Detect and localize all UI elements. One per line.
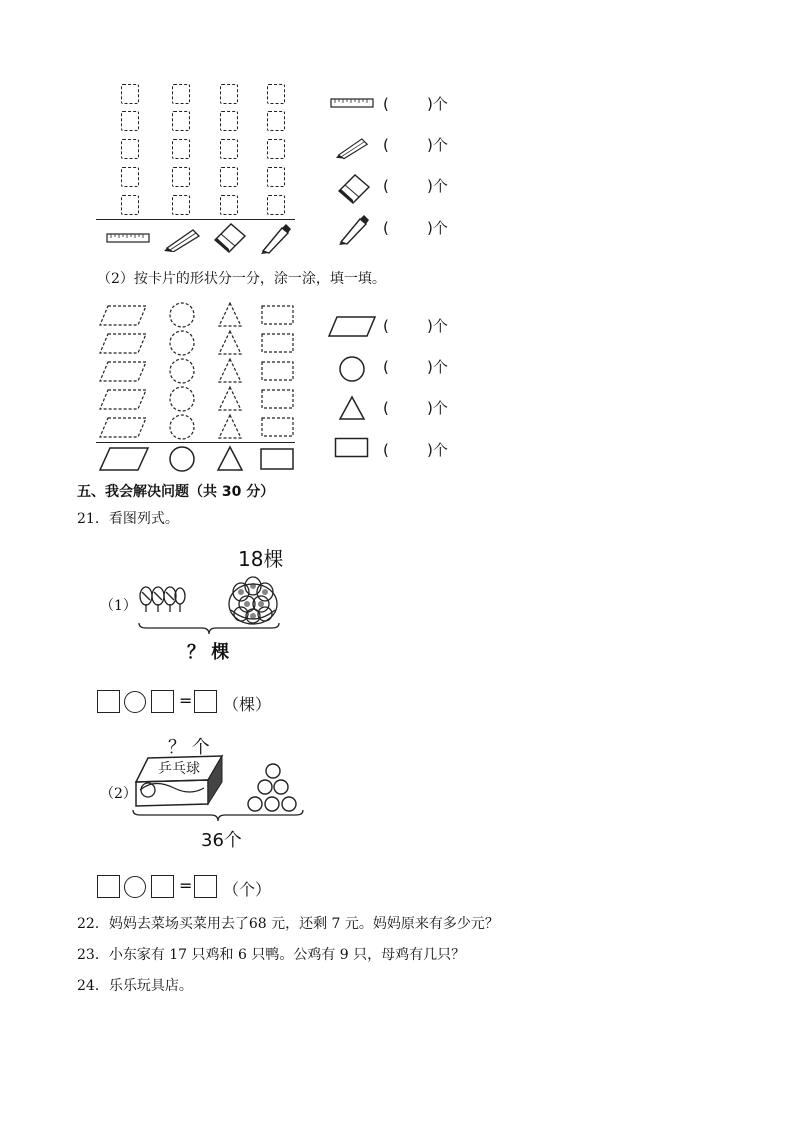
dashed-card[interactable] — [220, 195, 238, 215]
answer-box[interactable] — [194, 875, 217, 898]
shape-dashed-grid — [96, 300, 300, 475]
dashed-parallelogram[interactable] — [100, 306, 146, 325]
pen-icon — [338, 213, 370, 245]
dashed-card[interactable] — [220, 111, 238, 131]
dashed-card[interactable] — [172, 167, 190, 187]
pen-icon — [260, 222, 292, 254]
ping-pong-balls-icon — [244, 762, 302, 814]
tree-bundle-icon — [227, 570, 279, 626]
dashed-triangle[interactable] — [219, 359, 241, 382]
dashed-card[interactable] — [172, 195, 190, 215]
q2-instruction: （2）按卡片的形状分一分，涂一涂，填一填。 — [97, 271, 386, 287]
answer-box[interactable] — [151, 690, 174, 713]
dashed-circle[interactable] — [170, 359, 194, 383]
dashed-card[interactable] — [220, 84, 238, 104]
dashed-card[interactable] — [121, 84, 139, 104]
dashed-card[interactable] — [172, 111, 190, 131]
total-unknown-label: ？ 棵 — [187, 642, 230, 663]
dashed-parallelogram[interactable] — [100, 334, 146, 353]
answer-box[interactable] — [194, 690, 217, 713]
trees-count-label: 18棵 — [238, 547, 284, 571]
chart-baseline — [96, 219, 295, 220]
answer-box[interactable] — [97, 690, 120, 713]
parallelogram-shape — [100, 448, 148, 470]
dashed-rectangle[interactable] — [262, 306, 293, 324]
box-label: 乒乓球 — [158, 761, 200, 777]
ruler-icon — [106, 232, 150, 244]
triangle-shape — [218, 447, 242, 470]
dashed-rectangle[interactable] — [262, 334, 293, 352]
dashed-card[interactable] — [121, 111, 139, 131]
eraser-icon — [337, 173, 371, 205]
q22-text: 22．妈妈去菜场买菜用去了68 元，还剩 7 元。妈妈原来有多少元？ — [77, 916, 499, 932]
dashed-rectangle[interactable] — [262, 362, 293, 380]
dashed-parallelogram[interactable] — [100, 362, 146, 381]
dashed-triangle[interactable] — [219, 331, 241, 354]
equals-sign: = — [179, 691, 193, 710]
dashed-card[interactable] — [267, 84, 285, 104]
dashed-triangle[interactable] — [219, 415, 241, 438]
brace — [138, 622, 280, 636]
dashed-circle[interactable] — [170, 303, 194, 327]
section-five-title: 五、我会解决问题（共 30 分） — [77, 484, 275, 500]
chart-baseline — [96, 442, 295, 443]
operator-circle[interactable] — [124, 876, 146, 898]
dashed-card[interactable] — [172, 84, 190, 104]
dashed-card[interactable] — [267, 139, 285, 159]
dashed-card[interactable] — [220, 139, 238, 159]
dashed-card[interactable] — [267, 195, 285, 215]
small-trees-icon — [138, 584, 186, 614]
rectangle-shape — [261, 449, 293, 469]
q23-text: 23．小东家有 17 只鸡和 6 只鸭。公鸡有 9 只，母鸡有几只？ — [77, 947, 466, 963]
dashed-card[interactable] — [172, 139, 190, 159]
dashed-card[interactable] — [121, 139, 139, 159]
brace — [132, 809, 304, 823]
q21-part1-number: （1） — [100, 598, 137, 614]
answer-box[interactable] — [97, 875, 120, 898]
dashed-card[interactable] — [121, 195, 139, 215]
dashed-card[interactable] — [267, 167, 285, 187]
dashed-parallelogram[interactable] — [100, 418, 146, 437]
operator-circle[interactable] — [124, 691, 146, 713]
ruler-icon — [330, 97, 374, 109]
triangle-icon — [338, 395, 366, 421]
unit-label: （个） — [223, 880, 272, 899]
parallelogram-icon — [327, 315, 377, 339]
unit-label: （棵） — [223, 695, 272, 714]
pencil-icon — [335, 134, 369, 160]
q21-label: 21．看图列式。 — [77, 511, 179, 527]
dashed-circle[interactable] — [170, 387, 194, 411]
dashed-parallelogram[interactable] — [100, 390, 146, 409]
circle-shape — [170, 447, 194, 471]
dashed-card[interactable] — [121, 167, 139, 187]
answer-box[interactable] — [151, 875, 174, 898]
rectangle-icon — [334, 437, 370, 459]
dashed-card[interactable] — [220, 167, 238, 187]
dashed-triangle[interactable] — [219, 387, 241, 410]
eraser-icon — [213, 222, 247, 254]
pencil-icon — [163, 226, 201, 252]
q24-text: 24．乐乐玩具店。 — [77, 978, 193, 994]
unknown-count-label: ？ 个 — [168, 737, 210, 758]
dashed-rectangle[interactable] — [262, 390, 293, 408]
q21-part2-number: （2） — [100, 786, 137, 802]
dashed-circle[interactable] — [170, 331, 194, 355]
dashed-circle[interactable] — [170, 415, 194, 439]
total-count-label: 36个 — [201, 830, 242, 851]
equals-sign: = — [179, 876, 193, 895]
circle-icon — [338, 355, 366, 383]
dashed-card[interactable] — [267, 111, 285, 131]
dashed-rectangle[interactable] — [262, 418, 293, 436]
dashed-triangle[interactable] — [219, 303, 241, 326]
